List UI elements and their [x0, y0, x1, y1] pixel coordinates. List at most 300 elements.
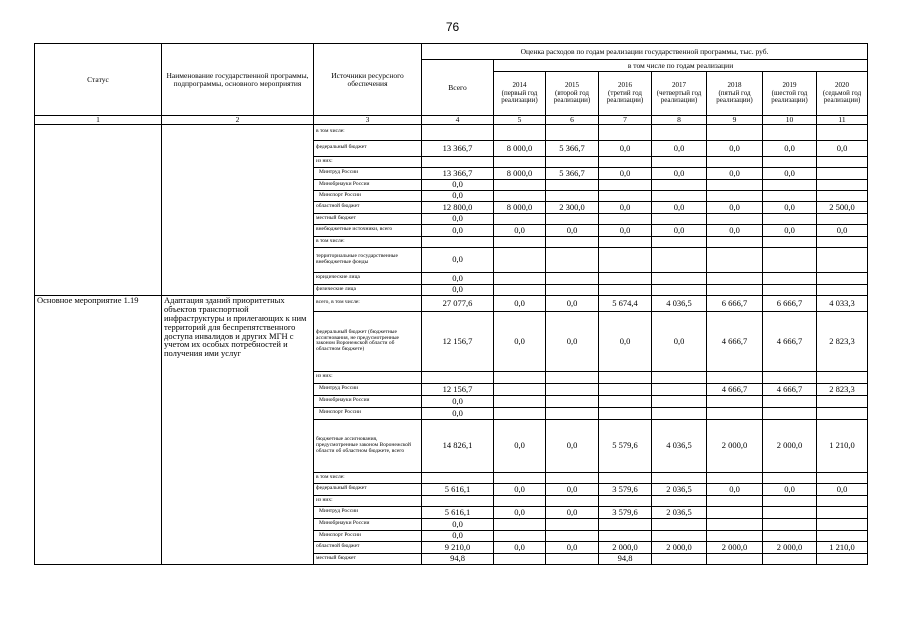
source-cell: Минобрнауки России [314, 179, 422, 190]
year-value [707, 395, 763, 407]
total-value [422, 371, 494, 383]
year-value: 0,0 [494, 483, 546, 495]
year-value: 2 300,0 [546, 201, 599, 213]
year-value [494, 495, 546, 506]
year-value [817, 190, 868, 201]
year-value: 0,0 [599, 311, 652, 371]
year-value [652, 213, 707, 224]
year-value: 4 036,5 [652, 295, 707, 311]
year-value [494, 124, 546, 140]
year-value: 0,0 [546, 506, 599, 518]
year-value [546, 472, 599, 483]
year-value: 0,0 [652, 224, 707, 236]
year-value [546, 518, 599, 530]
year-value: 0,0 [494, 541, 546, 553]
year-value [599, 530, 652, 541]
year-value: 0,0 [546, 541, 599, 553]
year-value: 0,0 [763, 167, 817, 179]
year-value: 8 000,0 [494, 140, 546, 156]
year-value [494, 284, 546, 295]
year-value: 0,0 [599, 167, 652, 179]
year-value: 0,0 [494, 295, 546, 311]
year-value [599, 395, 652, 407]
year-value: 3 579,6 [599, 483, 652, 495]
page-number: 76 [445, 20, 460, 34]
header-estimate: Оценка расходов по годам реализации государственной программы, тыс. руб. [422, 44, 868, 60]
table-header [35, 44, 868, 125]
total-value: 0,0 [422, 518, 494, 530]
year-value [599, 284, 652, 295]
total-value: 0,0 [422, 530, 494, 541]
year-value: 0,0 [599, 224, 652, 236]
year-value [763, 124, 817, 140]
column-number: 5 [494, 116, 546, 125]
header-year-number: 2016 [618, 81, 632, 90]
year-value: 2 823,3 [817, 383, 868, 395]
year-value [763, 395, 817, 407]
source-cell: федеральный бюджет [314, 140, 422, 156]
year-value [599, 124, 652, 140]
year-value [546, 407, 599, 419]
year-value [652, 383, 707, 395]
year-value [599, 190, 652, 201]
year-value [599, 407, 652, 419]
year-value [494, 395, 546, 407]
column-number: 4 [422, 116, 494, 125]
year-value: 0,0 [494, 506, 546, 518]
year-value: 0,0 [546, 224, 599, 236]
year-value: 0,0 [546, 311, 599, 371]
year-value [652, 190, 707, 201]
year-value: 4 033,3 [817, 295, 868, 311]
year-value [817, 472, 868, 483]
year-value [652, 395, 707, 407]
year-value [763, 156, 817, 167]
year-value [652, 124, 707, 140]
year-value: 2 500,0 [817, 201, 868, 213]
year-value [817, 213, 868, 224]
year-value [652, 553, 707, 564]
header-year-2018 [707, 72, 763, 116]
year-value: 0,0 [494, 311, 546, 371]
year-value [546, 371, 599, 383]
year-value [652, 247, 707, 272]
year-value [707, 518, 763, 530]
column-number: 7 [599, 116, 652, 125]
year-value [599, 179, 652, 190]
total-value: 12 156,7 [422, 383, 494, 395]
year-value [599, 518, 652, 530]
source-cell: в том числе: [314, 236, 422, 247]
year-value [707, 495, 763, 506]
row-program-name: Адаптация зданий приоритетных объектов транспортной инфраструктуры и прилегающих к ним территорий для беспрепятственного доступа инвалидов и других МГН с учетом их особых потребностей и получения ими услуг [162, 295, 314, 564]
source-cell: Минобрнауки России [314, 395, 422, 407]
year-value [763, 495, 817, 506]
year-value [652, 371, 707, 383]
year-value [652, 272, 707, 284]
header-year-label: (первый год реализации) [501, 88, 538, 105]
header-year-label: (четвертый год реализации) [656, 88, 702, 105]
source-cell: областной бюджет [314, 201, 422, 213]
header-incl-years: в том числе по годам реализации [494, 60, 868, 72]
year-value [763, 506, 817, 518]
year-value [652, 530, 707, 541]
year-value [546, 179, 599, 190]
year-value: 5 674,4 [599, 295, 652, 311]
year-value [763, 179, 817, 190]
header-year-number: 2018 [727, 81, 742, 90]
year-value [652, 236, 707, 247]
year-value: 0,0 [763, 224, 817, 236]
year-value: 8 000,0 [494, 201, 546, 213]
year-value: 0,0 [652, 311, 707, 371]
source-cell: территориальные государственные внебюджетные фонды [314, 247, 422, 272]
total-value: 12 156,7 [422, 311, 494, 371]
total-value [422, 495, 494, 506]
year-value [707, 506, 763, 518]
year-value: 0,0 [763, 140, 817, 156]
year-value: 2 000,0 [599, 541, 652, 553]
header-year-number: 2017 [672, 81, 686, 90]
year-value: 0,0 [494, 224, 546, 236]
year-value [707, 407, 763, 419]
year-value: 5 366,7 [546, 140, 599, 156]
year-value: 0,0 [817, 483, 868, 495]
year-value [494, 407, 546, 419]
year-value [652, 495, 707, 506]
year-value [546, 383, 599, 395]
year-value [494, 371, 546, 383]
year-value [652, 179, 707, 190]
year-value: 4 666,7 [707, 383, 763, 395]
header-year-label: (второй год реализации) [553, 88, 591, 105]
year-value [817, 506, 868, 518]
header-year-number: 2014 [512, 81, 527, 90]
source-cell: из них: [314, 495, 422, 506]
year-value: 0,0 [546, 419, 599, 472]
year-value: 0,0 [652, 140, 707, 156]
year-value: 6 666,7 [707, 295, 763, 311]
year-value [652, 518, 707, 530]
source-cell: Минспорт России [314, 407, 422, 419]
header-year-2019 [763, 72, 817, 116]
total-value: 0,0 [422, 272, 494, 284]
header-sources: Источники ресурсного обеспечения [314, 44, 422, 116]
year-value [652, 407, 707, 419]
year-value [817, 179, 868, 190]
year-value: 2 000,0 [763, 419, 817, 472]
year-value [817, 272, 868, 284]
year-value: 0,0 [817, 224, 868, 236]
year-value: 0,0 [494, 419, 546, 472]
source-cell: Минобрнауки России [314, 518, 422, 530]
year-value [546, 190, 599, 201]
year-value [707, 190, 763, 201]
header-status: Статус [35, 44, 162, 116]
year-value [707, 472, 763, 483]
year-value [494, 190, 546, 201]
year-value [763, 530, 817, 541]
year-value: 0,0 [763, 483, 817, 495]
year-value: 0,0 [707, 201, 763, 213]
year-value [599, 495, 652, 506]
total-value: 0,0 [422, 190, 494, 201]
total-value: 13 366,7 [422, 140, 494, 156]
year-value [707, 371, 763, 383]
year-value [546, 395, 599, 407]
year-value [494, 553, 546, 564]
header-program-name: Наименование государственной программы, подпрограммы, основного мероприятия [162, 44, 314, 116]
year-value [763, 247, 817, 272]
year-value [817, 395, 868, 407]
year-value: 0,0 [546, 295, 599, 311]
source-cell: Минспорт России [314, 530, 422, 541]
total-value: 0,0 [422, 247, 494, 272]
year-value [494, 530, 546, 541]
year-value [817, 530, 868, 541]
year-value: 0,0 [707, 483, 763, 495]
source-cell: областной бюджет [314, 541, 422, 553]
year-value [494, 383, 546, 395]
year-value [707, 236, 763, 247]
budget-table [34, 43, 868, 565]
total-value: 94,8 [422, 553, 494, 564]
year-value [652, 284, 707, 295]
total-value: 0,0 [422, 213, 494, 224]
table-row [35, 295, 868, 311]
year-value [707, 272, 763, 284]
year-value: 4 666,7 [763, 383, 817, 395]
year-value [817, 518, 868, 530]
year-value [817, 124, 868, 140]
year-value [707, 213, 763, 224]
total-value [422, 156, 494, 167]
header-year-label: (пятый год реализации) [716, 88, 753, 105]
source-cell: Минспорт России [314, 190, 422, 201]
source-cell: физические лица [314, 284, 422, 295]
total-value: 12 800,0 [422, 201, 494, 213]
total-value [422, 124, 494, 140]
year-value [817, 167, 868, 179]
year-value [546, 213, 599, 224]
year-value: 0,0 [652, 201, 707, 213]
year-value [763, 213, 817, 224]
year-value: 3 579,6 [599, 506, 652, 518]
year-value: 4 036,5 [652, 419, 707, 472]
header-year-label: (седьмой год реализации) [822, 88, 862, 105]
source-cell: Минтруд России [314, 383, 422, 395]
year-value [599, 371, 652, 383]
year-value [817, 553, 868, 564]
total-value: 0,0 [422, 407, 494, 419]
year-value [763, 272, 817, 284]
total-value: 14 826,1 [422, 419, 494, 472]
year-value [494, 156, 546, 167]
year-value [763, 518, 817, 530]
year-value [707, 284, 763, 295]
source-cell: федеральный бюджет [314, 483, 422, 495]
year-value [494, 518, 546, 530]
source-cell: местный бюджет [314, 213, 422, 224]
year-value [599, 383, 652, 395]
table-row [35, 124, 868, 140]
column-number: 8 [652, 116, 707, 125]
year-value: 5 579,6 [599, 419, 652, 472]
total-value: 0,0 [422, 395, 494, 407]
year-value [599, 272, 652, 284]
year-value [707, 179, 763, 190]
year-value [546, 247, 599, 272]
year-value [817, 284, 868, 295]
year-value [546, 156, 599, 167]
header-year-2016 [599, 72, 652, 116]
year-value: 2 000,0 [652, 541, 707, 553]
year-value [817, 236, 868, 247]
year-value [494, 236, 546, 247]
year-value: 2 000,0 [763, 541, 817, 553]
header-year-2015 [546, 72, 599, 116]
column-number: 1 [35, 116, 162, 125]
total-value: 13 366,7 [422, 167, 494, 179]
source-cell: Минтруд России [314, 167, 422, 179]
year-value [652, 156, 707, 167]
column-number: 10 [763, 116, 817, 125]
header-year-2014 [494, 72, 546, 116]
year-value [763, 371, 817, 383]
year-value [707, 530, 763, 541]
source-cell: федеральный бюджет (бюджетные ассигнования, не предусмотренные законом Воронежской области об областном бюджете) [314, 311, 422, 371]
year-value: 2 036,5 [652, 506, 707, 518]
column-number: 11 [817, 116, 868, 125]
source-cell: местный бюджет [314, 553, 422, 564]
year-value: 0,0 [707, 140, 763, 156]
row-status: Основное мероприятие 1.19 [35, 295, 162, 564]
year-value [817, 371, 868, 383]
total-value: 0,0 [422, 284, 494, 295]
source-cell: внебюджетные источники, всего [314, 224, 422, 236]
header-year-2017 [652, 72, 707, 116]
column-number: 9 [707, 116, 763, 125]
year-value: 2 036,5 [652, 483, 707, 495]
source-cell: в том числе: [314, 124, 422, 140]
header-total: Всего [422, 60, 494, 116]
year-value [652, 472, 707, 483]
column-number-row [35, 116, 868, 125]
year-value [817, 407, 868, 419]
year-value: 1 210,0 [817, 541, 868, 553]
total-value: 0,0 [422, 224, 494, 236]
year-value: 4 666,7 [763, 311, 817, 371]
year-value: 0,0 [652, 167, 707, 179]
year-value [546, 495, 599, 506]
table-body [35, 124, 868, 564]
header-year-label: (шестой год реализации) [771, 88, 808, 105]
year-value [763, 284, 817, 295]
year-value: 0,0 [707, 167, 763, 179]
row-status [35, 124, 162, 295]
year-value [817, 247, 868, 272]
year-value [546, 272, 599, 284]
year-value: 0,0 [817, 140, 868, 156]
column-number: 6 [546, 116, 599, 125]
header-year-number: 2015 [565, 81, 579, 90]
year-value [494, 247, 546, 272]
year-value [494, 272, 546, 284]
year-value [546, 284, 599, 295]
year-value: 8 000,0 [494, 167, 546, 179]
year-value: 0,0 [546, 483, 599, 495]
year-value [546, 530, 599, 541]
total-value: 5 616,1 [422, 483, 494, 495]
year-value [494, 213, 546, 224]
year-value: 0,0 [707, 224, 763, 236]
source-cell: Минтруд России [314, 506, 422, 518]
source-cell: бюджетные ассигнования, предусмотренные законом Воронежской области об областном бюджете, всего [314, 419, 422, 472]
year-value [599, 156, 652, 167]
year-value: 6 666,7 [763, 295, 817, 311]
year-value [763, 553, 817, 564]
year-value [817, 156, 868, 167]
source-cell: всего, в том числе: [314, 295, 422, 311]
year-value: 0,0 [763, 201, 817, 213]
row-program-name [162, 124, 314, 295]
year-value [707, 247, 763, 272]
year-value [763, 190, 817, 201]
year-value: 2 823,3 [817, 311, 868, 371]
year-value [707, 124, 763, 140]
year-value: 1 210,0 [817, 419, 868, 472]
year-value [599, 247, 652, 272]
year-value: 4 666,7 [707, 311, 763, 371]
year-value [599, 472, 652, 483]
year-value: 2 000,0 [707, 419, 763, 472]
header-year-2020 [817, 72, 868, 116]
year-value [707, 156, 763, 167]
year-value [599, 236, 652, 247]
year-value [763, 236, 817, 247]
year-value: 2 000,0 [707, 541, 763, 553]
column-number: 2 [162, 116, 314, 125]
year-value [494, 472, 546, 483]
year-value: 94,8 [599, 553, 652, 564]
year-value [763, 407, 817, 419]
year-value: 0,0 [599, 201, 652, 213]
year-value [494, 179, 546, 190]
total-value [422, 472, 494, 483]
header-year-label: (третий год реализации) [606, 88, 644, 105]
source-cell: в том числе: [314, 472, 422, 483]
source-cell: из них: [314, 371, 422, 383]
year-value [546, 124, 599, 140]
year-value [817, 495, 868, 506]
source-cell: юридические лица [314, 272, 422, 284]
year-value [546, 236, 599, 247]
total-value: 9 210,0 [422, 541, 494, 553]
year-value: 5 366,7 [546, 167, 599, 179]
source-cell: из них: [314, 156, 422, 167]
year-value [599, 213, 652, 224]
year-value [707, 553, 763, 564]
total-value [422, 236, 494, 247]
year-value [546, 553, 599, 564]
total-value: 5 616,1 [422, 506, 494, 518]
header-year-number: 2019 [782, 81, 797, 90]
total-value: 27 077,6 [422, 295, 494, 311]
year-value [763, 472, 817, 483]
column-number: 3 [314, 116, 422, 125]
header-year-number: 2020 [835, 81, 850, 90]
year-value: 0,0 [599, 140, 652, 156]
